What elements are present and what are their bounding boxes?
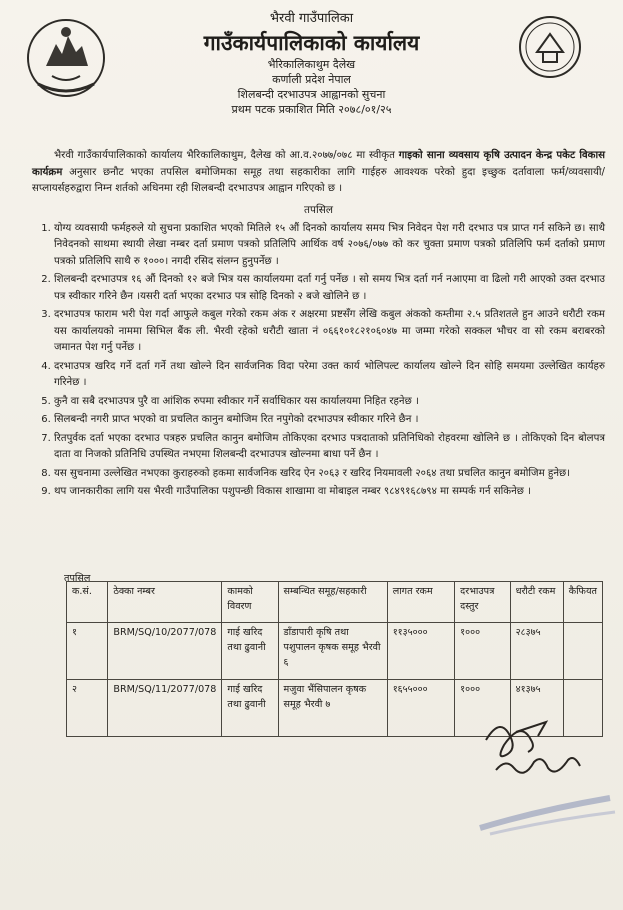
col-header: सम्बन्धित समूह/सहकारी: [278, 582, 387, 623]
notice-body: [32, 148, 605, 503]
cell-cost: ११३५०००: [387, 623, 454, 680]
col-header: कामको विवरण: [222, 582, 278, 623]
province-line: कर्णाली प्रदेश नेपाल: [272, 72, 351, 86]
cell-contract-no: BRM/SQ/11/2077/078: [108, 680, 222, 737]
office-stamp-icon: [470, 790, 620, 840]
section-title: तपसिल: [304, 203, 333, 216]
intro-paragraph: [32, 148, 605, 198]
term-item: 6. सिलबन्दी नगरी प्राप्त भएको वा प्रचलित कानुन बमोजिम रित नपुगेको दरभाउपत्र स्वीकार गरिने छैन ।: [54, 412, 605, 429]
col-header: ठेक्का नम्बर: [108, 582, 222, 623]
municipality-name: भैरवी गाउँपालिका: [269, 11, 354, 26]
cell-group: डाँडापारी कृषि तथा पशुपालन कृषक समूह भैरवी ६: [278, 623, 387, 680]
cell-description: गाई खरिद तथा ढुवानी: [222, 680, 278, 737]
term-item: 1. योग्य व्यवसायी फर्महरुले यो सुचना प्रकाशित भएको मितिले १५ औं दिनको कार्यालय समय भित्र निवेदन पेश गरी दरभाउ पत्र प्राप्त गर्न सकिने छ। साथै निवेदनको साथमा स्थायी लेखा नम्बर दर्ता प्रमाण पत्रको प्रतिलिपि आर्थिक वर्ष २०७६/०७७ को कर चुक्ता प्रमाण पत्रको प्रतिलिपि फर्म दर्ताको प्रमाण पत्रको प्रतिलिपि साथै रु १०००। नगदी रसिद संलग्न हुनुपर्नेछ ।: [54, 221, 605, 271]
cell-fee: १०००: [455, 680, 510, 737]
term-item: 5. कुनै वा सबै दरभाउपत्र पुरै वा आंशिक रुपमा स्वीकार गर्ने सर्वाधिकार यस कार्यालयमा निहित रहनेछ ।: [54, 394, 605, 411]
term-item: 4. दरभाउपत्र खरिद गर्ने दर्ता गर्ने तथा खोल्ने दिन सार्वजनिक विदा परेमा उक्त कार्य भोलिपल्ट कार्यालय खोल्ने दिन सोहि समयमा उल्लेखित कार्यहरु गरिनेछ ।: [54, 359, 605, 392]
cell-cost: १६५५०००: [387, 680, 454, 737]
terms-list: [32, 221, 605, 501]
table-header-row: [67, 582, 603, 623]
signature-icon: [476, 710, 596, 790]
term-item: 3. दरभाउपत्र फाराम भरी पेश गर्दा आफुले कबुल गरेको रकम अंक र अक्षरमा प्रष्टसँग लेखि कबुल अंकको कम्तीमा २.५ प्रतिशतले हुन आउने धरौटी रकम यस कार्यालयको नाममा सिभिल बैंक ली. भैरवी रहेको धरौटी खाता नं ०६६१०१८२१०६०४७ मा जम्मा गरेको सक्कल भौचर वा सो रकम बराबरको जमानत पेश गर्नु पर्नेछ ।: [54, 307, 605, 357]
table-row: [67, 623, 603, 680]
cell-fee: १०००: [455, 623, 510, 680]
publish-date: प्रथम पटक प्रकाशित मिति २०७८/०१/२५: [231, 102, 392, 116]
office-address: भैरिकालिकाथुम दैलेख: [267, 57, 356, 71]
program-name: गाइको साना व्यवसाय कृषि उत्पादन केन्द्र पकेट विकास कार्यक्रम: [32, 150, 605, 178]
intro-text: भैरवी गाउँकार्यपालिकाको कार्यालय भैरिकालिकाथुम, दैलेख को आ.व.२०७७/०७८ मा स्वीकृत: [54, 150, 399, 161]
cell-remarks: [563, 623, 602, 680]
intro-text-cont: अनुसार छनौट भएका तपसिल बमोजिमका समूह तथा सहकारीका लागि गाईहरु आवश्यक परेको हुदा इच्छुक दर्तावाला फर्म/व्यवसायी/सप्लायर्सहरुद्वारा निम्न शर्तको अधिनमा रही शिलबन्दी दरभाउपत्र आह्वान गरिएको छ ।: [32, 166, 605, 195]
cell-description: गाई खरिद तथा ढुवानी: [222, 623, 278, 680]
col-header: धरौटी रकम: [510, 582, 563, 623]
term-item: 7. रितपुर्वक दर्ता भएका दरभाउ पत्रहरु प्रचलित कानुन बमोजिम तोकिएका दरभाउ पत्रदाताको प्रतिनिधिको रोहवरमा खोलिने छ । तोकिएको दिन बोलपत्र दाता वा निजको प्रतिनिधि उपस्थित नभएमा शिलबन्दी दरभाउपत्र खोल्नमा बाधा पर्ने छैन ।: [54, 431, 605, 464]
office-title: गाउँकार्यपालिकाको कार्यालय: [203, 30, 420, 55]
cell-group: मजुवा भैंसिपालन कृषक समूह भैरवी ७: [278, 680, 387, 737]
term-item: 9. थप जानकारीका लागि यस भैरवी गाउँपालिका पशुपन्छी विकास शाखामा वा मोबाइल नम्बर ९८४९१६८७९४ मा सम्पर्क गर्न सकिनेछ ।: [54, 484, 605, 501]
cell-serial: २: [67, 680, 108, 737]
col-header: दरभाउपत्र दस्तुर: [455, 582, 510, 623]
term-item: 2. शिलबन्दी दरभाउपत्र १६ औं दिनको १२ बजे भित्र यस कार्यालयमा दर्ता गर्नु पर्नेछ । सो समय भित्र दर्ता गर्न नआएमा वा ढिलो गरी आएको उक्त दरभाउ पत्र स्वीकार गरिने छैन ।यसरी दर्ता भएका दरभाउ पत्र सोहि दिनको २ बजे खोलिने छ ।: [54, 272, 605, 305]
col-header: कैफियत: [563, 582, 602, 623]
cell-contract-no: BRM/SQ/10/2077/078: [108, 623, 222, 680]
cell-serial: १: [67, 623, 108, 680]
notice-title: शिलबन्दी दरभाउपत्र आह्वानको सुचना: [237, 87, 386, 101]
table-label: तपसिल: [64, 573, 91, 584]
cell-deposit: २८३७५: [510, 623, 563, 680]
col-header: लागत रकम: [387, 582, 454, 623]
cell-deposit: ४१३७५: [510, 680, 563, 737]
col-header: क.सं.: [67, 582, 108, 623]
term-item: 8. यस सुचनामा उल्लेखित नभएका कुराहरुको हकमा सार्वजनिक खरिद ऐन २०६३ र खरिद नियमावली २०६४ तथा प्रचलित कानुन बमोजिम हुनेछ।: [54, 466, 605, 483]
letterhead: [0, 10, 623, 117]
